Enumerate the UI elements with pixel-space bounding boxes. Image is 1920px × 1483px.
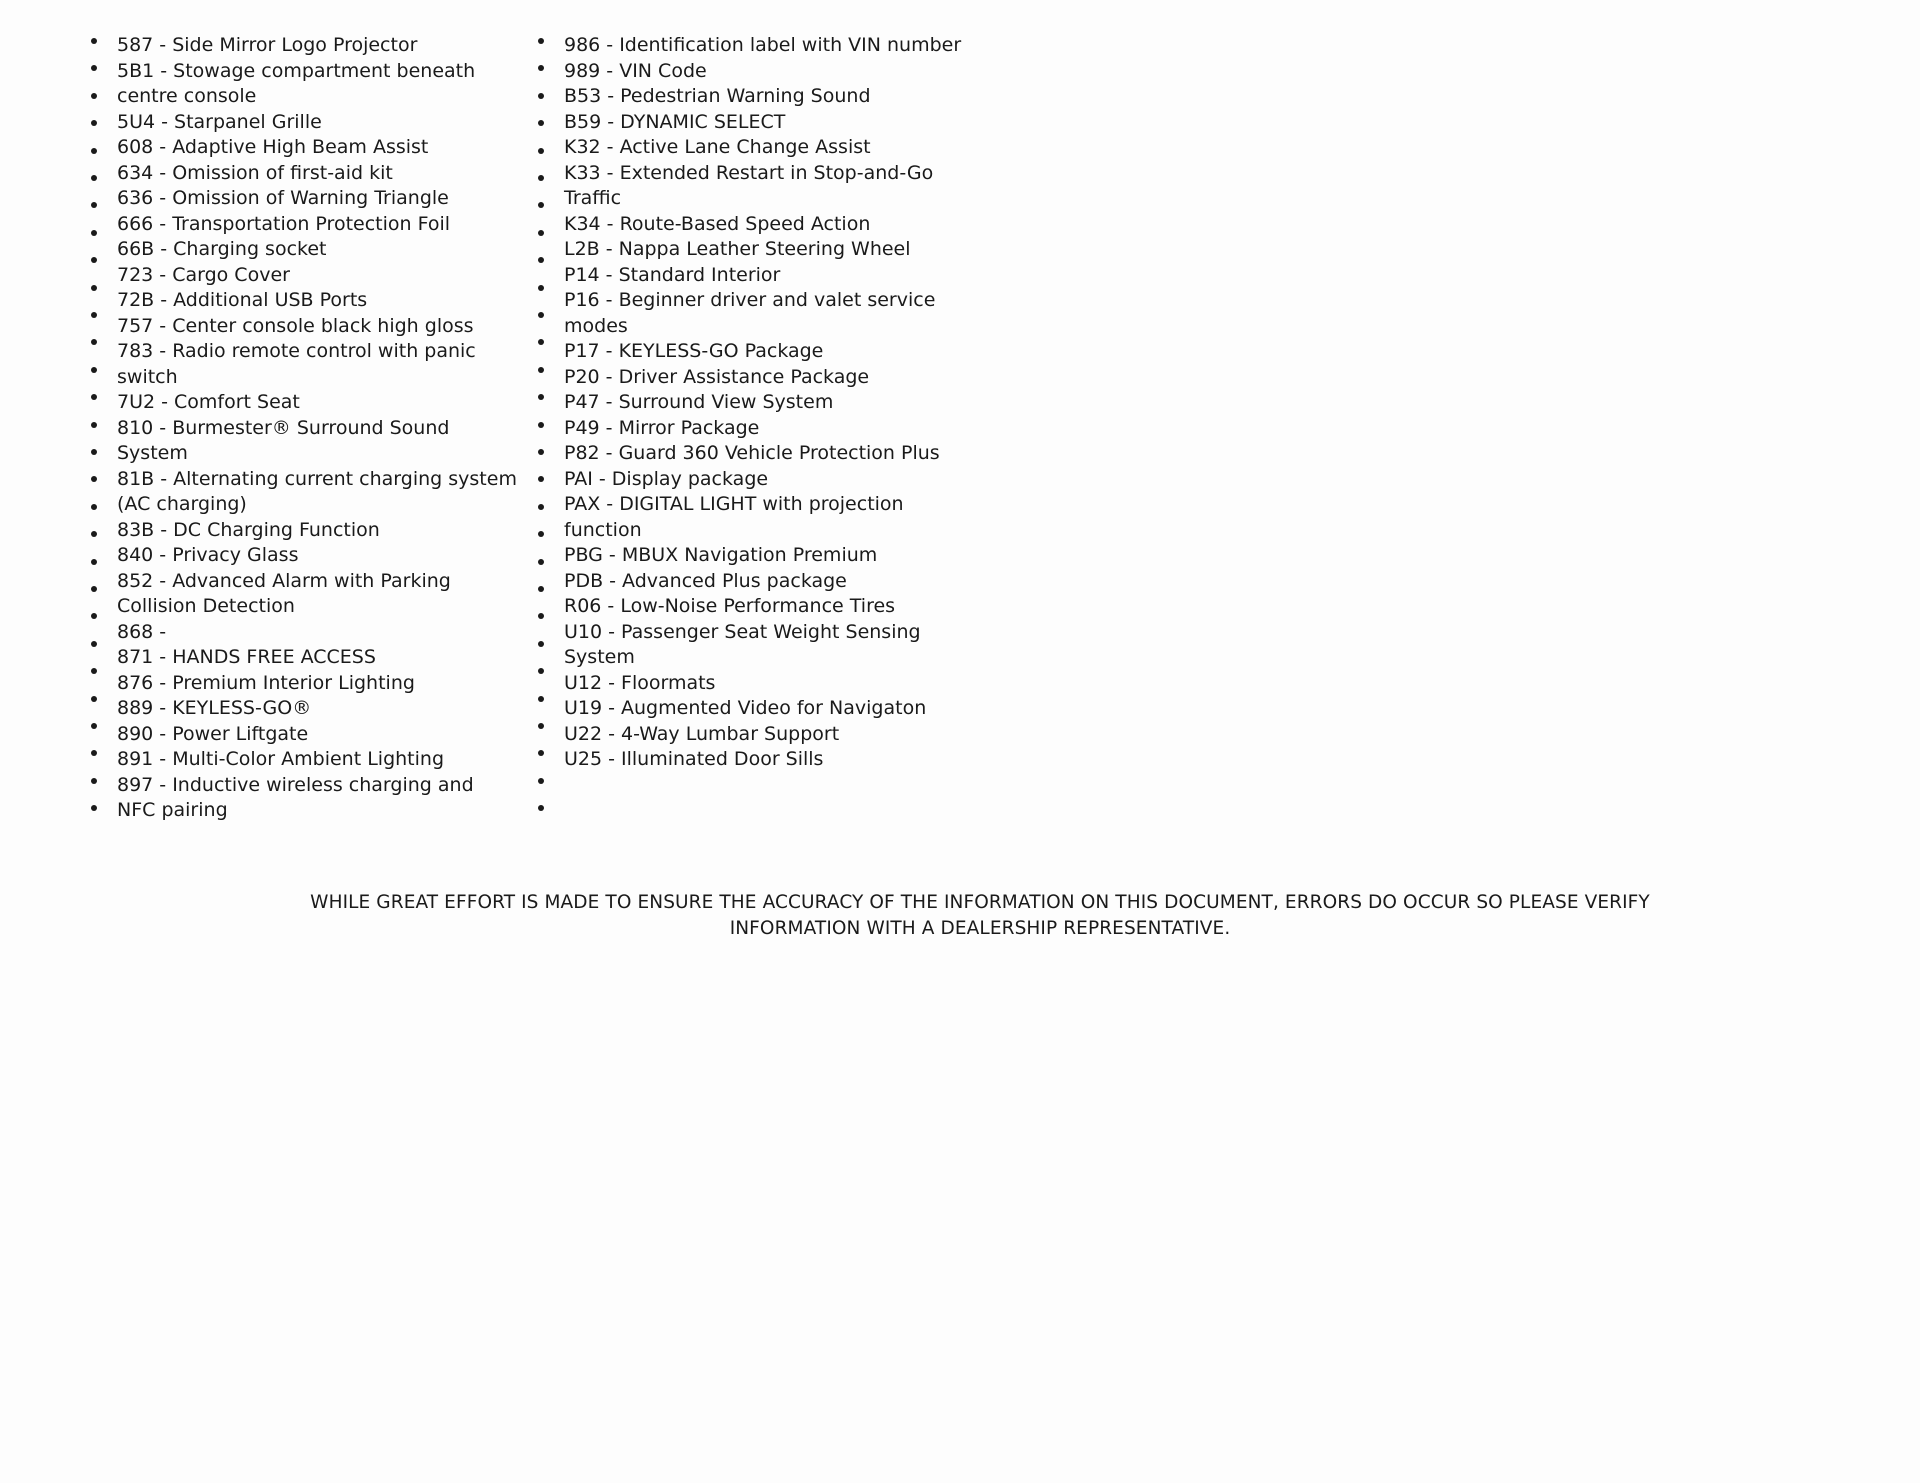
bullet-marker [538, 586, 544, 592]
option-list-item: L2B - Nappa Leather Steering Wheel [564, 238, 911, 260]
option-list-item: P47 - Surround View System [564, 391, 834, 413]
option-list-item: 889 - KEYLESS-GO® [117, 697, 312, 719]
option-list-item: 5B1 - Stowage compartment beneath centre console [117, 59, 476, 107]
bullet-marker [91, 778, 97, 784]
option-list-item: 852 - Advanced Alarm with Parking Collision Detection [117, 569, 451, 617]
option-list-item: P14 - Standard Interior [564, 263, 781, 286]
option-list-item: 840 - Privacy Glass [117, 544, 299, 566]
bullet-marker [538, 339, 544, 345]
bullet-marker [91, 285, 97, 291]
option-list-item: P49 - Mirror Package [564, 416, 760, 439]
bullet-marker [538, 367, 544, 373]
bullet-marker [91, 93, 97, 99]
option-list-item: U12 - Floormats [564, 671, 716, 694]
option-list-item: 81B - Alternating current charging system (AC charging) [117, 467, 517, 515]
option-list-item: U22 - 4-Way Lumbar Support [564, 722, 840, 745]
bullet-marker [91, 38, 97, 44]
option-list-item: 989 - VIN Code [564, 59, 707, 82]
bullet-marker [538, 120, 544, 126]
bullet-marker [538, 202, 544, 208]
bullet-marker [91, 65, 97, 71]
bullet-marker [91, 586, 97, 592]
bullet-marker [91, 449, 97, 455]
option-list-item: K34 - Route-Based Speed Action [564, 212, 871, 235]
bullet-marker [538, 65, 544, 71]
option-list-item: 587 - Side Mirror Logo Projector [117, 34, 418, 56]
disclaimer-line-1: WHILE GREAT EFFORT IS MADE TO ENSURE THE ACCURACY OF THE INFORMATION ON THIS DOCUMENT, ERRORS DO OCCUR SO PLEASE VERIFY [310, 892, 1650, 913]
bullet-marker [538, 641, 544, 647]
option-list-item: P16 - Beginner driver and valet service modes [564, 289, 936, 337]
bullet-marker [538, 285, 544, 291]
bullet-marker [538, 312, 544, 318]
bullet-marker [91, 641, 97, 647]
option-list-item: 890 - Power Liftgate [117, 722, 309, 745]
option-list-item: 723 - Cargo Cover [117, 263, 290, 286]
option-list-item: B53 - Pedestrian Warning Sound [564, 85, 871, 107]
option-list-item: 72B - Additional USB Ports [117, 289, 368, 311]
bullet-marker [91, 531, 97, 537]
bullet-marker [538, 723, 544, 729]
bullet-marker [538, 449, 544, 455]
option-list-item: K32 - Active Lane Change Assist [564, 136, 871, 158]
bullet-marker [538, 476, 544, 482]
option-list-item: U19 - Augmented Video for Navigaton [564, 697, 927, 719]
bullet-marker [91, 723, 97, 729]
bullet-marker [91, 202, 97, 208]
right-option-list [564, 33, 964, 773]
bullet-marker [538, 422, 544, 428]
option-list-item: 810 - Burmester® Surround Sound System [117, 416, 450, 464]
bullet-marker [91, 559, 97, 565]
bullet-marker [91, 367, 97, 373]
bullet-marker [91, 175, 97, 181]
option-list-item: P17 - KEYLESS-GO Package [564, 340, 824, 362]
option-list-item: 868 - [117, 620, 167, 643]
bullet-marker [91, 394, 97, 400]
bullet-marker [91, 805, 97, 811]
option-list-item: PDB - Advanced Plus package [564, 569, 847, 592]
bullet-marker [538, 613, 544, 619]
bullet-marker [91, 230, 97, 236]
option-list-item: P20 - Driver Assistance Package [564, 365, 870, 388]
disclaimer-line-2: INFORMATION WITH A DEALERSHIP REPRESENTATIVE. [729, 917, 1231, 939]
bullet-marker [91, 750, 97, 756]
option-list-item: 7U2 - Comfort Seat [117, 391, 300, 413]
option-list-item: 871 - HANDS FREE ACCESS [117, 646, 376, 668]
option-list-item: K33 - Extended Restart in Stop-and-Go Traffic [564, 161, 934, 209]
bullet-marker [538, 93, 544, 99]
left-option-list [117, 33, 517, 824]
option-list-item: 891 - Multi-Color Ambient Lighting [117, 748, 445, 770]
option-list-item: R06 - Low-Noise Performance Tires [564, 595, 896, 617]
bullet-marker [538, 778, 544, 784]
bullet-marker [91, 422, 97, 428]
bullet-marker [538, 175, 544, 181]
bullet-marker [91, 312, 97, 318]
bullet-marker [538, 750, 544, 756]
option-list-item: 66B - Charging socket [117, 238, 327, 260]
bullet-marker [91, 257, 97, 263]
bullet-marker [538, 531, 544, 537]
bullet-marker [91, 476, 97, 482]
option-list-item: 608 - Adaptive High Beam Assist [117, 136, 429, 158]
bullet-marker [91, 504, 97, 510]
bullet-marker [538, 504, 544, 510]
option-list-item: U25 - Illuminated Door Sills [564, 748, 824, 770]
bullet-marker [91, 120, 97, 126]
bullet-marker [91, 339, 97, 345]
disclaimer [250, 890, 1710, 941]
bullet-marker [91, 668, 97, 674]
bullet-marker [538, 230, 544, 236]
option-list-item: B59 - DYNAMIC SELECT [564, 110, 786, 133]
bullet-marker [91, 148, 97, 154]
option-list-item: U10 - Passenger Seat Weight Sensing System [564, 620, 921, 668]
option-list-item: P82 - Guard 360 Vehicle Protection Plus [564, 442, 940, 464]
bullet-marker [538, 696, 544, 702]
option-list-item: PAI - Display package [564, 467, 769, 490]
bullet-marker [91, 613, 97, 619]
option-list-item: 876 - Premium Interior Lighting [117, 671, 415, 694]
option-list-item: 666 - Transportation Protection Foil [117, 212, 451, 235]
option-list-item: 636 - Omission of Warning Triangle [117, 187, 449, 209]
bullet-marker [538, 668, 544, 674]
option-list-item: 897 - Inductive wireless charging and NFC pairing [117, 773, 474, 821]
option-list-item: 986 - Identification label with VIN number [564, 34, 962, 56]
option-list-item: 783 - Radio remote control with panic switch [117, 340, 476, 388]
option-list-item: 5U4 - Starpanel Grille [117, 110, 322, 133]
bullet-marker [538, 559, 544, 565]
bullet-marker [538, 257, 544, 263]
bullet-marker [538, 38, 544, 44]
bullet-marker [538, 148, 544, 154]
option-list-item: 83B - DC Charging Function [117, 518, 380, 541]
option-list-item: PBG - MBUX Navigation Premium [564, 544, 878, 566]
option-list-item: 757 - Center console black high gloss [117, 314, 474, 337]
option-list-item: 634 - Omission of first-aid kit [117, 161, 393, 184]
option-list-item: PAX - DIGITAL LIGHT with projection function [564, 493, 904, 541]
bullet-marker [538, 394, 544, 400]
bullet-marker [538, 805, 544, 811]
bullet-marker [91, 696, 97, 702]
